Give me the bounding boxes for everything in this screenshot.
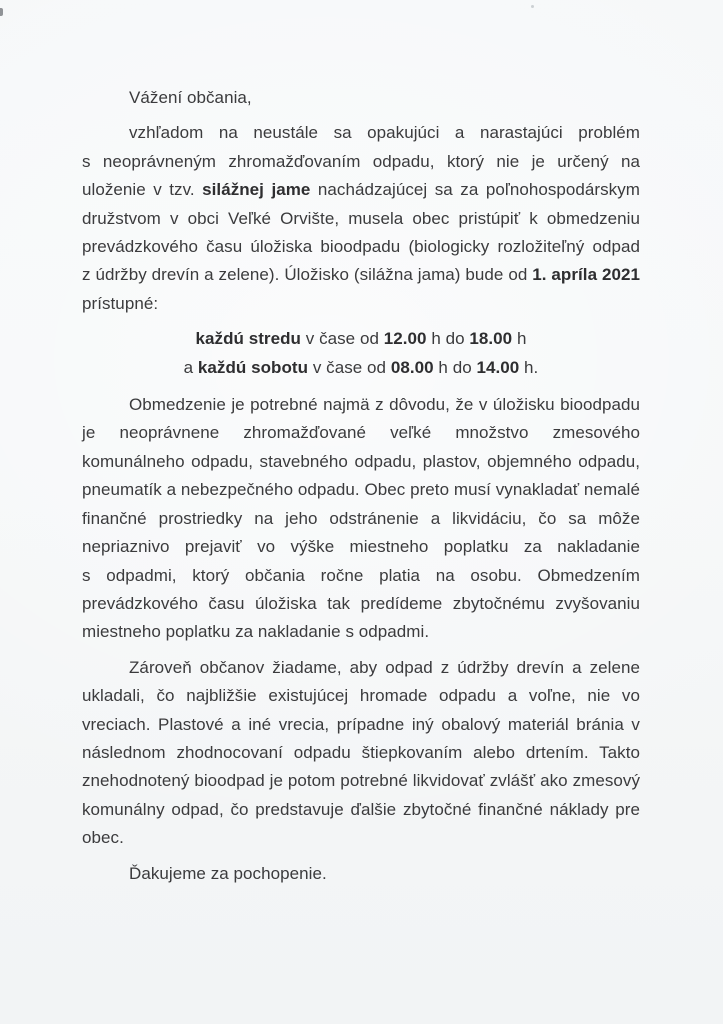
- text-run: vzhľadom na neustále sa opakujúci a narastajúci problém s neoprávneným zhromažďovaním odpadu, ktorý nie je určený na uloženie v tzv.: [82, 123, 640, 200]
- schedule-saturday: [82, 354, 640, 382]
- text-run: a: [183, 357, 198, 377]
- bold-text-run: každú stredu: [195, 329, 301, 349]
- salutation: [82, 84, 640, 112]
- text-run: h: [512, 329, 527, 349]
- closing-thanks: [82, 860, 640, 888]
- text-run: Ďakujeme za pochopenie.: [129, 863, 327, 883]
- text-run: h.: [519, 357, 539, 377]
- text-run: h do: [433, 357, 477, 377]
- bold-text-run: každú sobotu: [197, 357, 309, 377]
- bold-text-run: 08.00: [390, 357, 434, 377]
- text-run: nachádzajúcej sa za poľnohospodárskym družstvom v obci Veľké Orvište, musela obec pristúpiť k obmedzeniu prevádzkového času úložiska bioodpadu (biologicky rozložiteľný odpad z údržby drevín a zelene). Úložisko (silážna jama) bude od: [82, 180, 640, 285]
- paragraph-request: [82, 654, 640, 853]
- text-run: v čase od: [300, 329, 384, 349]
- bold-text-run: 18.00: [469, 329, 513, 349]
- bold-text-run: 1. apríla 2021: [532, 265, 640, 285]
- schedule-wednesday: [82, 325, 640, 353]
- paragraph-reason: [82, 391, 640, 647]
- scan-speck: [0, 8, 3, 16]
- letter-body: [82, 84, 640, 895]
- bold-text-run: 12.00: [383, 329, 427, 349]
- text-run: Zároveň občanov žiadame, aby odpad z údržby drevín a zelene ukladali, čo najbližšie existujúcej hromade odpadu a voľne, nie vo vreciach. Plastové a iné vrecia, prípadne iný obalový materiál bránia v následnom zhodnocovaní odpadu štiepkovaním alebo drtením. Takto znehodnotený bioodpad je potom potrebné likvidovať zvlášť ako zmesový komunálny odpad, čo predstavuje ďalšie zbytočné finančné náklady pre obec.: [82, 657, 640, 848]
- paragraph-intro: [82, 119, 640, 318]
- text-run: v čase od: [308, 357, 391, 377]
- text-run: prístupné:: [82, 293, 159, 313]
- text-run: Obmedzenie je potrebné najmä z dôvodu, že v úložisku bioodpadu je neoprávnene zhromažďované veľké množstvo zmesového komunálneho odpadu, stavebného odpadu, plastov, objemného odpadu, pneumatík a nebezpečného odpadu. Obec preto musí vynakladať nemalé finančné prostriedky na jeho odstránenie a likvidáciu, čo sa môže nepriaznivo prejaviť vo výške miestneho poplatku za nakladanie s odpadmi, ktorý občania ročne platia na osobu. Obmedzením prevádzkového času úložiska tak predídeme zbytočnému zvyšovaniu miestneho poplatku za nakladanie s odpadmi.: [82, 395, 640, 642]
- text-run: h do: [426, 329, 470, 349]
- schedule-block: [82, 325, 640, 382]
- text-run: Vážení občania,: [129, 88, 252, 107]
- bold-text-run: 14.00: [476, 357, 520, 377]
- scan-speck: [531, 5, 534, 8]
- bold-text-run: silážnej jame: [202, 180, 311, 200]
